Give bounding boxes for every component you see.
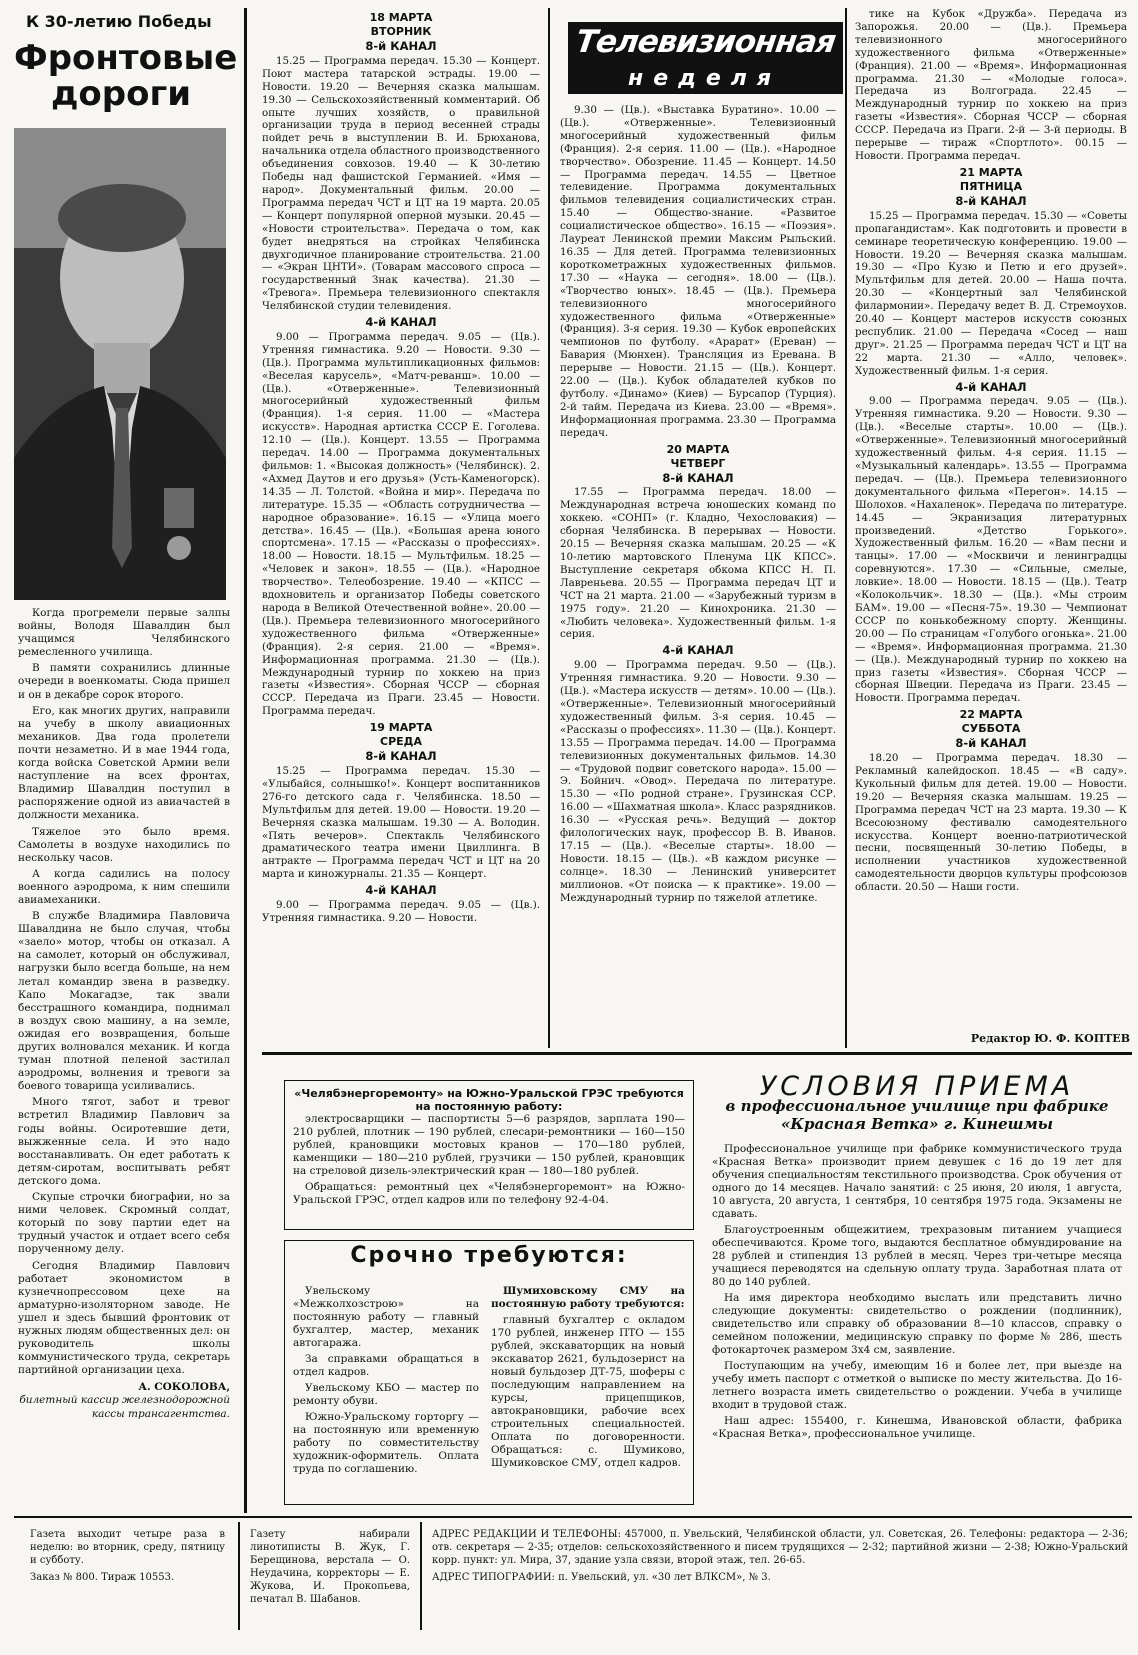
tv-channel: 8-й КАНАЛ [365,39,437,53]
ad-urgent-right [491,1285,685,1473]
tv-schedule: 17.55 — Программа передач. 18.00 — Международная встреча юношеских команд по хоккею. «СОНП» (г. Кладно, Чехословакия) — сборная Челябинска. В перерывах — Новости. 20.15 — Вечерняя сказка малышам. 20.25 — «К 10-летию мартовского Пленума ЦК КПСС». Выступление секретаря обкома КПСС Н. П. Лавреньева. 20.55 — Программа передач ЦТ и ЧСТ на 21 марта. 21.00 — «Зарубежный туризм в 1975 году». 21.20 — Кинохроника. 21.30 — «Любить человека». Художественный фильм. 1-я серия. [560,486,836,641]
article-author-note: билетный кассир железнодорожной кассы трансагентства. [19,1394,230,1420]
article-paragraph: Скупые строчки биографии, но за ними человек. Скромный солдат, который по зову партии едет на трудный участок и отдает всего себя порученному делу. [18,1191,230,1256]
article-paragraph: Сегодня Владимир Павлович работает экономистом в кузнечнопрессовом цехе на арматурно-изоляторном заводе. Не ушел и здесь бывший фронтовик от нужных людям общественных дел: он руководитель школы коммунистического труда, секретарь партийной организации цеха. [18,1259,230,1377]
tv-schedule: 15.25 — Программа передач. 15.30 — «Советы пропагандистам». Как подготовить и провести в семинаре теоретическую конференцию. 19.00 — Новости. 19.20 — Вечерняя сказка малышам. 19.30 — «Про Кузю и Петю и его друзей». Мультфильм для детей. 20.00 — Наша почта. 20.30 — «Концертный зал Челябинской филармонии». Передачу ведет В. Д. Стремоухов. 20.40 — Концерт мастеров искусств союзных республик. 21.00 — Передача «Сосед — наш друг». 21.25 — Программа передач ЧСТ и ЦТ на 22 марта. 21.30 — «Алло, человек». Художественный фильм. 1-я серия. [855,209,1127,377]
column-divider [244,8,247,1513]
tv-day-weekday: ВТОРНИК [370,25,432,38]
tv-schedule: 18.20 — Программа передач. 18.30 — Рекламный калейдоскоп. 18.45 — «В саду». Кукольный фильм для детей. 19.00 — Новости. 19.20 — Вечерняя сказка малышам. 19.25 — Программа передач ЧСТ на 23 марта. 19.30 — К Всесоюзному фестивалю самодеятельного искусства. Концерт военно-патриотической песни, посвященный 30-летию Победы, в исполнении участников художественной самодеятельности дворцов культуры профсоюзов области. 20.50 — Наши гости. [855,752,1127,894]
ad-gres-contact: Обращаться: ремонтный цех «Челябэнергоремонт» на Южно-Уральской ГРЭС, отдел кадров или по телефону 92-4-04. [293,1181,685,1206]
tv-week-logo [568,22,843,94]
tv-week-logo-line2: неделя [628,66,782,91]
tv-channel: 8-й КАНАЛ [955,736,1027,751]
section-divider [262,1052,1132,1055]
footer-address-box [432,1528,1128,1584]
tv-channel: 8-й КАНАЛ [955,193,1027,208]
ad-urgent-item: Шумиховскому СМУ на постоянную работу требуются: [491,1285,685,1310]
tv-schedule: 9.00 — Программа передач. 9.05 — (Цв.). Утренняя гимнастика. 9.20 — Новости. [262,899,540,924]
article-paragraph: Его, как многих других, направили на учебу в школу авиационных механиков. Два года пролетели почти незаметно. И в мае 1944 года, когда войска Советской Армии вели наступление на всех фронтах, Владимир Шавалдин поступил в распоряжение одной из авиачастей в должности механика. [18,704,230,822]
tv-day-date: 19 МАРТА [369,721,433,735]
rubric: К 30-летию Победы [26,12,212,31]
tv-channel: 8-й КАНАЛ [662,470,734,485]
ad-urgent-item: Южно-Уральскому горторгу — на постоянную или временную работу по совместительству художник-оформитель. Оплата труда по соглашению. [293,1411,479,1475]
tv-schedule: 15.25 — Программа передач. 15.30 — Концерт. Поют мастера татарской эстрады. 19.00 — Новости. 19.20 — Вечерняя сказка малышам. 19.30 — Сельскохозяйственный комментарий. Об опыте лучших хозяйств, о правильной организации труда в период весенней страды пойдет речь в выступлении В. И. Брюханова, начальника отдела областного производственного объединения совхозов. 19.40 — К 30-летию Победы над фашистской Германией. «Имя — народ». Документальный фильм. 20.00 — Программа передач ЧСТ и ЦТ на 19 марта. 20.05 — Концерт популярной оперной музыки. 20.45 — «Новости строительства». Передача о том, как будет внедряться на стройках Челябинска двухгодичное планирование строительства. 21.00 — «Экран ЦНТИ». (Товарам массового спроса — государственный Знак качества). 21.30 — «Тревога». Премьера телевизионного спектакля Челябинской студии телевидения. [262,54,540,313]
footer-divider [14,1516,1132,1518]
article-body [18,607,230,1420]
ad-school-title: УСЛОВИЯ ПРИЕМА [759,1071,1075,1102]
tv-day-date: 18 МАРТА [369,11,433,24]
ad-gres-text: электросварщики — паспортисты 5—6 разрядов, зарплата 190—210 рублей, плотник — 190 рублей, слесари-ремонтники — 160—150 рублей, крановщики мостовых кранов — 170—180 рублей, каменщики — 180—210 рублей, грузчики — 150 рублей, крановщик на стреловой дизель-электрический кран — 180—180 рублей. [293,1113,685,1177]
footer-typesetters: Газету набирали линотиписты В. Жук, Г. Берещинова, верстала — О. Неудачина, корректоры — Е. Жукова, И. Прокопьева, печатал В. Шабанов. [250,1529,410,1605]
ad-school-paragraph: На имя директора необходимо выслать или представить лично следующие документы: свидетельство о рождении (подлинник), свидетельство или справку об образовании 8—10 классов, справку о семейном положении, медицинскую справку по форме № 286, шесть фотокарточек размером 3х4 см, заявление. [712,1292,1122,1356]
tv-day-date: 22 МАРТА [959,708,1023,722]
ad-urgent-item: Увельскому КБО — мастер по ремонту обуви. [293,1382,479,1407]
column-divider [845,8,847,1048]
article-paragraph: А когда садились на полосу военного аэродрома, к ним спешили авиамеханики. [18,867,230,906]
ad-urgent-left [293,1285,479,1479]
article-headline: Фронтовые дороги [14,38,238,114]
tv-channel: 4-й КАНАЛ [365,883,437,898]
article-paragraph: Много тягот, забот и тревог встретил Владимир Павлович за годы войны. Осиротевшие дети, выжженные села. И это надо восстанавливать. Он едет работать к детям-сиротам, воспитывать ребят детского дома. [18,1096,230,1187]
tv-schedule: 9.30 — (Цв.). «Выставка Буратино». 10.00 — (Цв.). «Отверженные». Телевизионный многосерийный художественный фильм (Франция). 2-я серия. 11.00 — (Цв.). «Народное творчество». Обозрение. 11.45 — Концерт. 14.50 — Программа передач. 14.55 — Цветное телевидение. Программа документальных фильмов телевидения социалистических стран. 15.40 — Общество-знание. «Развитое социалистическое общество». 16.15 — «Поэзия». Лауреат Ленинской премии Максим Рыльский. 16.35 — Для детей. Программа телевизионных короткометражных художественных фильмов. 17.30 — «Наука — сегодня». 18.00 — (Цв.). «Творчество юных». 18.45 — (Цв.). Премьера телевизионного многосерийного художественного фильма «Отверженные» (Франция). 3-я серия. 19.30 — Кубок европейских чемпионов по футболу. «Арарат» (Ереван) — Бавария (Мюнхен). Трансляция из Еревана. В перерыве — Новости. 21.15 — (Цв.). Концерт. 22.00 — (Цв.). Кубок обладателей кубков по футболу. «Динамо» (Киев) — Бурсапор (Турция). 2-й тайм. Передача из Киева. 23.00 — «Время». Информационная программа. 23.30 — Программа передач. [560,104,836,439]
tv-day-date: 20 МАРТА [666,442,730,456]
article-paragraph: В памяти сохранились длинные очереди в военкоматы. Сюда пришел и он в декабре сорок второго. [18,662,230,701]
article-author: А. СОКОЛОВА, [138,1381,230,1394]
ad-school-paragraph: Профессиональное училище при фабрике коммунистического труда «Красная Ветка» производит прием девушек с 16 до 19 лет для обучения специальностям текстильного производства. Срок обучения от одного до 14 месяцев. Начало занятий: с 25 июня, 20 июля, 1 августа, 10 августа, 20 августа, 1 сентября, 10 сентября 1975 года. Экзамены не сдавать. [712,1143,1122,1220]
tv-day-weekday: СУББОТА [961,722,1021,736]
editor-signature: Редактор Ю. Ф. КОПТЕВ [970,1032,1130,1045]
tv-schedule: 9.00 — Программа передач. 9.05 — (Цв.). Утренняя гимнастика. 9.20 — Новости. 9.30 — (Цв.). Программа мультипликационных фильмов: «Веселая карусель», «Матч-реванш». 10.00 — (Цв.). «Отверженные». Телевизионный многосерийный художественный фильм (Франция). 1-я серия. 11.00 — «Мастера искусств». Народная артистка СССР Е. Гоголева. 12.10 — (Цв.). Концерт. 13.55 — Программа передач. 14.00 — Программа документальных фильмов: 1. «Высокая должность» (Челябинск). 2. «Ахмед Даутов и его друзья» (Усть-Каменогорск). 14.35 — Л. Толстой. «Война и мир». Передача по литературе. 15.35 — «Область сотрудничества — народное образование». 16.15 — «Улица моего детства». 16.45 — (Цв.). «Большая арена юного спортсмена». 17.15 — «Рассказы о профессиях». 18.00 — Новости. 18.15 — Мультфильм. 18.25 — «Человек и закон». 18.55 — (Цв.). «Народное творчество». Телеобозрение. 19.40 — «КПСС — вдохновитель и организатор Победы советского народа в Великой Отечественной войне». 20.00 — (Цв.). Премьера телевизионного многосерийного художественного фильма «Отверженные» (Франция). 2-я серия. 21.00 — «Время». Информационная программа. 21.30 — (Цв.). Международный турнир по хоккею на приз газеты «Известия». Сборная ЧССР — сборная СССР. Передача из Праги. 23.45 — Новости. Программа передач. [262,330,540,718]
ad-school-paragraph: Благоустроенным общежитием, трехразовым питанием учащиеся обеспечиваются. Кроме того, выдаются бесплатное обмундирование на 28 рублей и стипендия 13 рублей в месяц. Через три-четыре месяца учащиеся переводятся на сдельную оплату труда. Заработная плата от 80 до 140 рублей. [712,1224,1122,1288]
tv-day-weekday: СРЕДА [380,735,422,749]
tv-week-logo-line1: Телевизионная [573,24,838,60]
ad-gres-title: «Челябэнергоремонту» на Южно-Уральской ГРЭС требуются на постоянную работу: [294,1087,684,1113]
tv-schedule: тике на Кубок «Дружба». Передача из Запорожья. 20.00 — (Цв.). Премьера телевизионного многосерийного художественного фильма «Отверженные» (Франция). 21.00 — «Время». Информационная программа. 21.30 — «Молодые голоса». Передача из Волгограда. 22.45 — Международный турнир по хоккею на приз газеты «Известия». Сборная ЧССР — сборная СССР. Передача из Праги. 2-й — 3-й периоды. В перерыве — тираж «Спортлото». 00.15 — Новости. Программа передач. [855,8,1127,162]
portrait-image [14,128,226,600]
tv-column-3 [855,8,1127,1038]
ad-urgent-item: Увельскому «Межколхозстрою» на постоянную работу — главный бухгалтер, мастер, механик автогаража. [293,1285,479,1349]
footer-order: Заказ № 800. Тираж 10553. [30,1572,175,1583]
article-paragraph: Тяжелое это было время. Самолеты в воздухе находились по нескольку часов. [18,825,230,864]
ad-urgent-item: За справками обращаться в отдел кадров. [293,1353,479,1378]
ad-gres [284,1080,694,1230]
tv-channel: 8-й КАНАЛ [365,749,437,764]
footer-address: АДРЕС РЕДАКЦИИ И ТЕЛЕФОНЫ: 457000, п. Увельский, Челябинской области, ул. Советская, 26. Телефоны: редактора — 2-36; отв. секретаря — 2-35; отделов: сельскохозяйственного и писем трудящихся — 2-32; партийной жизни — 2-38; Южно-Уральский корр. пункт: ул. Мира, 37, здание узла связи, второй этаж, тел. 26-65. [432,1529,1128,1566]
tv-day-date: 21 МАРТА [959,165,1023,179]
tv-day-weekday: ПЯТНИЦА [959,179,1023,193]
footer-divider-v [420,1522,422,1630]
tv-column-1 [262,8,540,1050]
tv-schedule: 9.00 — Программа передач. 9.50 — (Цв.). Утренняя гимнастика. 9.20 — Новости. 9.30 — (Цв.). «Мастера искусств — детям». 10.00 — (Цв.). «Отверженные». Телевизионный многосерийный художественный фильм. 3-я серия. 10.45 — «Рассказы о профессиях». 11.30 — (Цв.). Концерт. 13.55 — Программа передач. 14.00 — Программа телевизионных документальных фильмов. 14.30 — «Трудовой подвиг советского народа». 15.00 — Э. Бойнич. «Овод». Передача по литературе. 15.30 — «По родной стране». Грузинская ССР. 16.00 — «Шахматная школа». Класс разрядников. 16.30 — «Русская речь». Ведущий — доктор филологических наук, профессор В. В. Иванов. 17.15 — (Цв.). «Веселые старты». 18.00 — Новости. 18.15 — (Цв.). «В каждом рисунке — солнце». 18.30 — Ленинский университет миллионов. «От поиска — к практике». 19.00 — Международный турнир по тяжелой атлетике. [560,659,836,904]
article-paragraph: Когда прогремели первые залпы войны, Володя Шавалдин был учащимся Челябинского ремесленного училища. [18,607,230,659]
tv-schedule: 9.00 — Программа передач. 9.05 — (Цв.). Утренняя гимнастика. 9.20 — Новости. 9.30 — (Цв.). «Веселые старты». 10.00 — (Цв.). «Отверженные». Телевизионный многосерийный художественный фильм. 4-я серия. 11.15 — «Музыкальный календарь». 13.55 — Программа передач. — (Цв.). Премьера телевизионного документального фильма «Перегон». 14.15 — Шолохов. «Нахаленок». Передача по литературе. 14.45 — Экранизация литературных произведений. «Детство Горького». Художественный фильм. 16.20 — «Вам песни и танцы». 17.00 — «Москвичи и ленинградцы соревнуются». 17.30 — «Сильные, смелые, ловкие». 18.00 — Новости. 18.15 — (Цв.). Театр «Колокольчик». 18.30 — (Цв.). «Мы строим БАМ». 19.00 — «Песня-75». 19.30 — Чемпионат СССР по конькобежному спорту. Женщины. 20.00 — По страницам «Голубого огонька». 21.00 — «Время». Информационная программа. 21.30 — (Цв.). Международный турнир по хоккею на приз газеты «Известия». Сборная ЧССР — сборная Швеции. Передача из Праги. 23.45 — Новости. Программа передач. [855,395,1127,705]
tv-channel: 4-й КАНАЛ [365,315,437,330]
tv-column-2 [560,104,836,1049]
veteran-portrait-photo [14,128,226,600]
ad-urgent [284,1240,694,1505]
ad-school [712,1071,1122,1505]
footer-schedule-box [30,1528,225,1584]
footer-divider-v [238,1522,240,1630]
tv-channel: 4-й КАНАЛ [955,379,1027,394]
tv-schedule: 15.25 — Программа передач. 15.30 — «Улыбайся, солнышко!». Концерт воспитанников 276-го детского сада г. Челябинска. 18.50 — Мультфильм для детей. 19.00 — Новости. 19.20 — Вечерняя сказка малышам. 19.30 — А. Володин. «Пять вечеров». Спектакль Челябинского драматического театра имени Цвиллинга. В антракте — Программа передач ЧСТ и ЦТ на 20 марта и киножурналы. 21.35 — Концерт. [262,765,540,881]
ad-school-paragraph: Поступающим на учебу, имеющим 16 и более лет, при выезде на учебу иметь паспорт с отметкой о выписке по месту жительства. До 16-летнего возраста иметь свидетельство о рождении. Учеба в училище входит в трудовой стаж. [712,1360,1122,1411]
tv-day-weekday: ЧЕТВЕРГ [670,456,726,470]
column-divider [548,8,550,1048]
article-paragraph: В службе Владимира Павловича Шавалдина не было случая, чтобы «заело» мотор, чтобы он отказал. А на самолет, который он обслуживал, нагрузки было всегда больше, на нем летал командир звена в разведку. Капо Мокагадзе, так звали бесстрашного командира, поднимал в воздух свою машину, а на земле, ожидая его возвращения, больше других волновался механик. И когда туман плотной пеленой застилал аэродромы, волнения и тревоги за боевого товарища усиливались. [18,910,230,1093]
ad-school-paragraph: Наш адрес: 155400, г. Кинешма, Ивановской области, фабрика «Красная Ветка», профессиональное училище. [712,1415,1122,1440]
ad-school-subtitle: в профессиональное училище при фабрике «Красная Ветка» г. Кинешмы [725,1097,1109,1133]
tv-channel: 4-й КАНАЛ [662,643,734,658]
ad-urgent-item: главный бухгалтер с окладом 170 рублей, инженер ПТО — 155 рублей, экскаваторщик на новый экскаватор 2621, бульдозерист на новый бульдозер ДТ-75, шоферы с последующим направлением на курсы, прицепщиков, автокрановщики, рабочие всех строительных специальностей. Оплата по договоренности. Обращаться: с. Шумиково, Шумиковское СМУ, отдел кадров. [491,1314,685,1469]
ad-urgent-title: Срочно требуются: [350,1243,628,1268]
footer-schedule: Газета выходит четыре раза в неделю: во вторник, среду, пятницу и субботу. [30,1529,225,1566]
footer-print: АДРЕС ТИПОГРАФИИ: п. Увельский, ул. «30 лет ВЛКСМ», № 3. [432,1572,771,1583]
